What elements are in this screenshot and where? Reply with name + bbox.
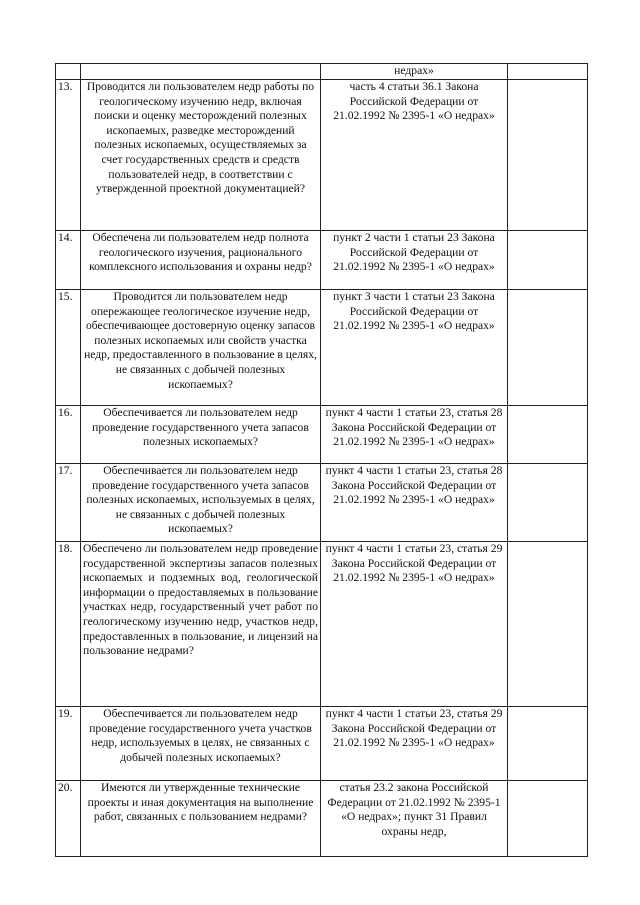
legal-reference-cell: пункт 4 части 1 статьи 23, статья 28 Закона Российской Федерации от 21.02.1992 № 2395-1 «О недрах» — [321, 406, 508, 464]
row-number: 20. — [56, 781, 81, 857]
answer-cell[interactable] — [508, 290, 588, 406]
question-cell: Проводится ли пользователем недр работы по геологическому изучению недр, включая поиски и оценку месторождений полезных ископаемых, разведке месторождений полезных ископаемых, осуществляемых за счет государственных средств и средств пользователей недр, в соответствии с утвержденной проектной документацией? — [81, 80, 321, 231]
table-row — [56, 290, 588, 406]
question-cell: Обеспечена ли пользователем недр полнота геологического изучения, рационального комплексного использования и охраны недр? — [81, 231, 321, 290]
row-number: 14. — [56, 231, 81, 290]
question-cell: Обеспечено ли пользователем недр проведение государственной экспертизы запасов полезных ископаемых и подземных вод, геологической информации о предоставляемых в пользование участках недр, государственный учет работ по геологическому изучению недр, участков недр, предоставленных в пользование, и лицензий на пользование недрами? — [81, 542, 321, 707]
answer-cell[interactable] — [508, 64, 588, 80]
question-cell: Обеспечивается ли пользователем недр проведение государственного учета запасов полезных ископаемых, используемых в целях, не связанных с добычей полезных ископаемых? — [81, 464, 321, 542]
row-number: 17. — [56, 464, 81, 542]
question-cell: Проводится ли пользователем недр опережающее геологическое изучение недр, обеспечивающее достоверную оценку запасов полезных ископаемых или свойств участка недр, предоставленного в пользование в целях, не связанных с добычей полезных ископаемых? — [81, 290, 321, 406]
legal-reference-cell: часть 4 статьи 36.1 Закона Российской Федерации от 21.02.1992 № 2395-1 «О недрах» — [321, 80, 508, 231]
answer-cell[interactable] — [508, 781, 588, 857]
answer-cell[interactable] — [508, 406, 588, 464]
row-number: 19. — [56, 707, 81, 781]
table-row — [56, 406, 588, 464]
row-number: 16. — [56, 406, 81, 464]
legal-reference-cell: пункт 2 части 1 статьи 23 Закона Российской Федерации от 21.02.1992 № 2395-1 «О недрах» — [321, 231, 508, 290]
legal-reference-cell: статья 23.2 закона Российской Федерации от 21.02.1992 № 2395-1 «О недрах»; пункт 31 Правил охраны недр, — [321, 781, 508, 857]
legal-reference-cell: недрах» — [321, 64, 508, 80]
table-row — [56, 231, 588, 290]
question-cell — [81, 64, 321, 80]
answer-cell[interactable] — [508, 80, 588, 231]
question-cell: Обеспечивается ли пользователем недр проведение государственного учета запасов полезных ископаемых? — [81, 406, 321, 464]
table-row — [56, 707, 588, 781]
row-number — [56, 64, 81, 80]
question-cell: Имеются ли утвержденные технические проекты и иная документация на выполнение работ, связанных с пользованием недрами? — [81, 781, 321, 857]
table-row — [56, 64, 588, 80]
question-cell: Обеспечивается ли пользователем недр проведение государственного учета участков недр, используемых в целях, не связанных с добычей полезных ископаемых? — [81, 707, 321, 781]
legal-reference-cell: пункт 4 части 1 статьи 23, статья 28 Закона Российской Федерации от 21.02.1992 № 2395-1 «О недрах» — [321, 464, 508, 542]
answer-cell[interactable] — [508, 542, 588, 707]
row-number: 13. — [56, 80, 81, 231]
row-number: 15. — [56, 290, 81, 406]
answer-cell[interactable] — [508, 464, 588, 542]
table-row — [56, 464, 588, 542]
legal-reference-cell: пункт 4 части 1 статьи 23, статья 29 Закона Российской Федерации от 21.02.1992 № 2395-1 «О недрах» — [321, 542, 508, 707]
answer-cell[interactable] — [508, 231, 588, 290]
legal-reference-cell: пункт 4 части 1 статьи 23, статья 29 Закона Российской Федерации от 21.02.1992 № 2395-1 «О недрах» — [321, 707, 508, 781]
table-row — [56, 781, 588, 857]
checklist-table — [55, 63, 588, 857]
row-number: 18. — [56, 542, 81, 707]
answer-cell[interactable] — [508, 707, 588, 781]
table-row — [56, 542, 588, 707]
legal-reference-cell: пункт 3 части 1 статьи 23 Закона Российской Федерации от 21.02.1992 № 2395-1 «О недрах» — [321, 290, 508, 406]
table-row — [56, 80, 588, 231]
